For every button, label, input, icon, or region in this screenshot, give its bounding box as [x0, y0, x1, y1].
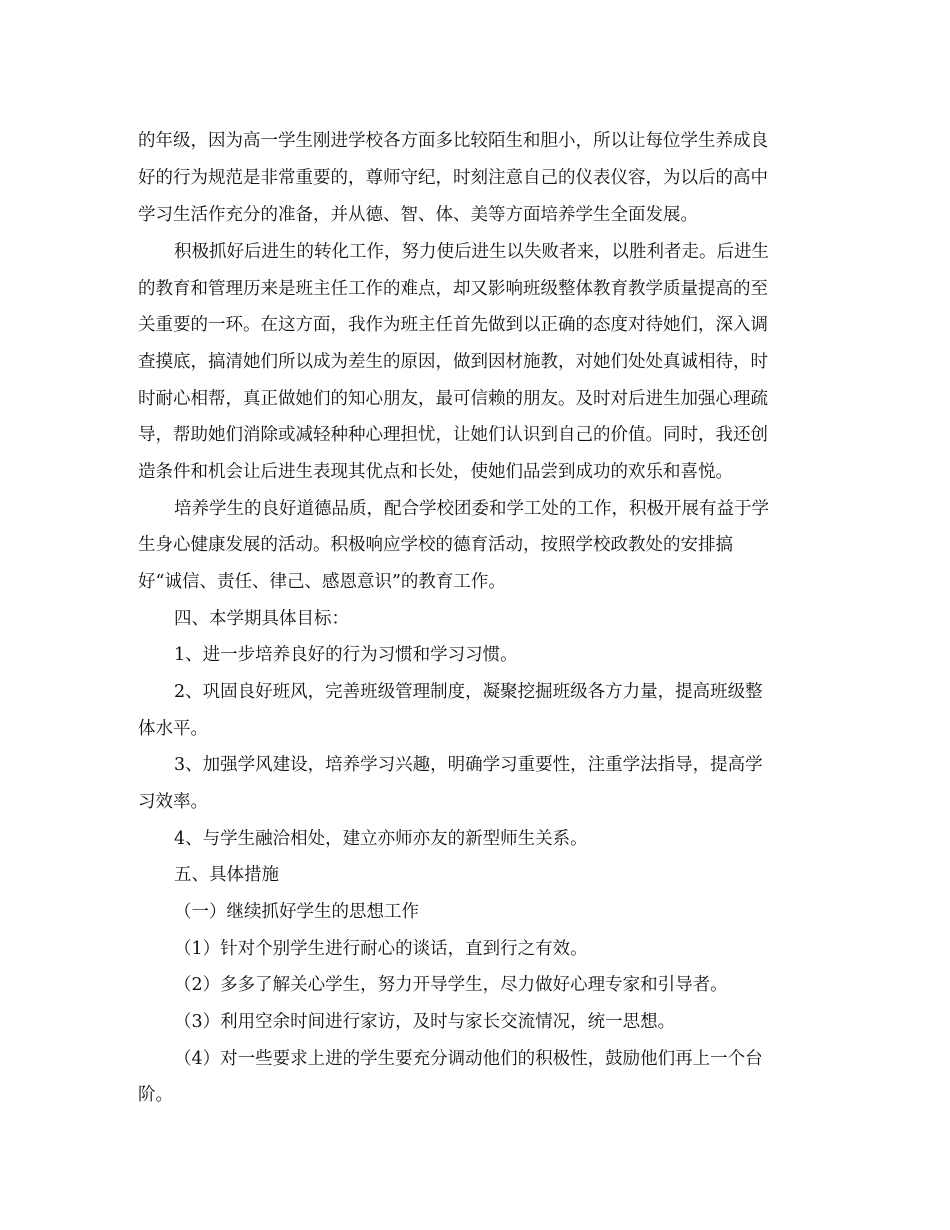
text-line: 培养学生的良好道德品质，配合学校团委和学工处的工作，积极开展有益于学 [174, 499, 769, 519]
text-line: 体水平。 [138, 719, 208, 739]
text-line: 导，帮助她们消除或减轻种种心理担忧，让她们认识到自己的价值。同时，我还创 [138, 425, 768, 445]
list-item: （4）对一些要求上进的学生要充分调动他们的积极性，鼓励他们再上一个台 [174, 1049, 763, 1069]
text-line: 造条件和机会让后进生表现其优点和长处，使她们品尝到成功的欢乐和喜悦。 [138, 462, 733, 482]
list-item: 3、加强学风建设，培养学习兴趣，明确学习重要性，注重学法指导，提高学 [174, 755, 763, 775]
text-line: 阶。 [138, 1085, 173, 1105]
text-line: 好的行为规范是非常重要的，尊师守纪，时刻注意自己的仪表仪容，为以后的高中 [138, 168, 768, 188]
section-heading: 四、本学期具体目标： [174, 609, 349, 629]
text-line: 生身心健康发展的活动。积极响应学校的德育活动，按照学校政教处的安排搞 [138, 535, 733, 555]
text-line: 积极抓好后进生的转化工作，努力使后进生以失败者来，以胜利者走。后进生 [174, 242, 769, 262]
text-line: 习效率。 [138, 792, 208, 812]
list-item: 4、与学生融洽相处，建立亦师亦友的新型师生关系。 [174, 829, 588, 849]
text-line: 的年级，因为高一学生刚进学校各方面多比较陌生和胆小，所以让每位学生养成良 [138, 131, 768, 151]
text-line: 学习生活作充分的准备，并从德、智、体、美等方面培养学生全面发展。 [138, 205, 698, 225]
list-item: 2、巩固良好班风，完善班级管理制度，凝聚挖掘班级各方力量，提高班级整 [174, 682, 763, 702]
list-item: （2）多多了解关心学生，努力开导学生，尽力做好心理专家和引导者。 [174, 975, 728, 995]
text-line: 的教育和管理历来是班主任工作的难点，却又影响班级整体教育教学质量提高的至 [138, 279, 768, 299]
text-line: 时耐心相帮，真正做她们的知心朋友，最可信赖的朋友。及时对后进生加强心理疏 [138, 389, 768, 409]
text-line: 好“诚信、责任、律己、感恩意识”的教育工作。 [138, 572, 506, 592]
subsection-heading: （一）继续抓好学生的思想工作 [174, 902, 419, 922]
list-item: （3）利用空余时间进行家访，及时与家长交流情况，统一思想。 [174, 1012, 676, 1032]
text-line: 关重要的一环。在这方面，我作为班主任首先做到以正确的态度对待她们，深入调 [138, 315, 768, 335]
section-heading: 五、具体措施 [174, 865, 279, 885]
list-item: 1、进一步培养良好的行为习惯和学习习惯。 [174, 645, 518, 665]
text-line: 查摸底，搞清她们所以成为差生的原因，做到因材施教，对她们处处真诚相待，时 [138, 352, 768, 372]
list-item: （1）针对个别学生进行耐心的谈话，直到行之有效。 [174, 939, 588, 959]
